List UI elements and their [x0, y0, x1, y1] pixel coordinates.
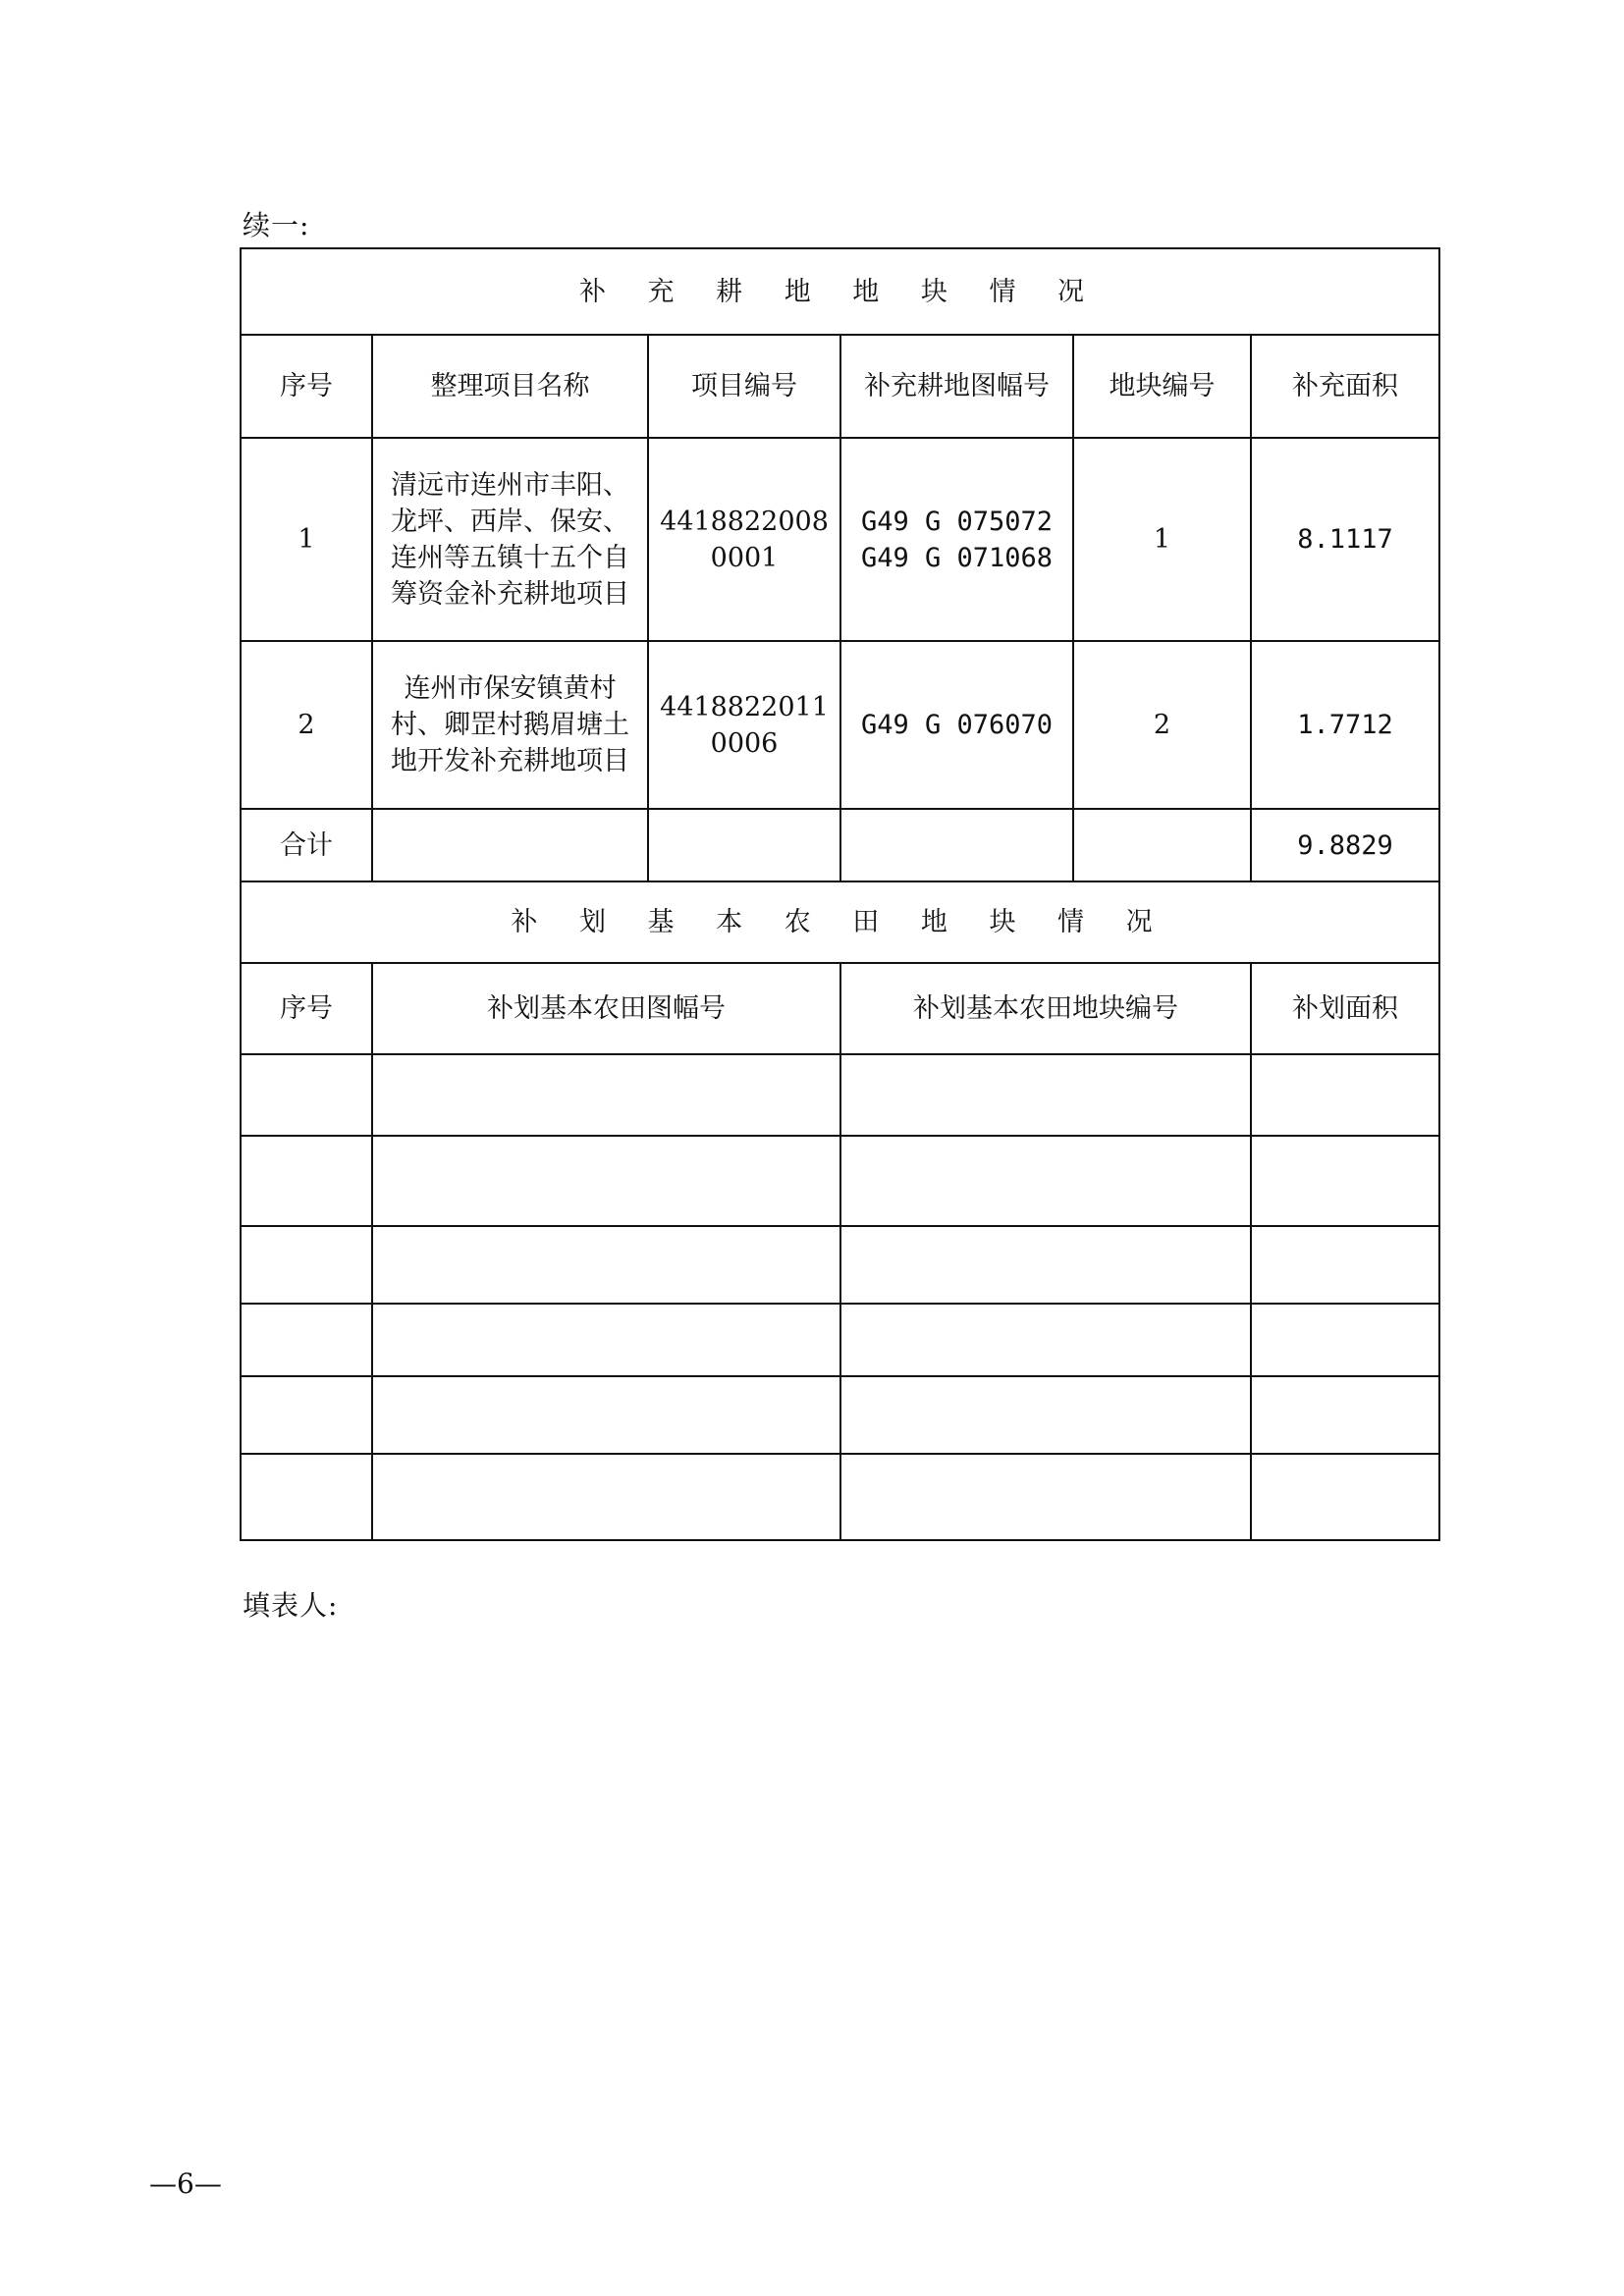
sheet-number: G49 G 075072 — [860, 506, 1054, 537]
empty-cell — [1251, 1304, 1439, 1376]
total-row — [241, 809, 1439, 881]
row-area: 8.1117 — [1251, 438, 1439, 641]
total-empty-cell — [372, 809, 648, 881]
row-parcel-no: 2 — [1073, 641, 1251, 809]
empty-cell — [1251, 1226, 1439, 1304]
empty-cell — [372, 1454, 840, 1540]
total-area: 9.8829 — [1251, 809, 1439, 881]
farmland-header-row — [241, 963, 1439, 1054]
farmland-empty-row — [241, 1136, 1439, 1226]
empty-cell — [840, 1376, 1251, 1454]
empty-cell — [840, 1054, 1251, 1136]
row-area: 1.7712 — [1251, 641, 1439, 809]
empty-cell — [241, 1454, 372, 1540]
header-sheet-no: 补充耕地图幅号 — [840, 335, 1073, 438]
header-parcel-no: 地块编号 — [1073, 335, 1251, 438]
supplement-section-title: 补 充 耕 地 地 块 情 况 — [241, 248, 1439, 335]
empty-cell — [840, 1454, 1251, 1540]
empty-cell — [372, 1376, 840, 1454]
row-project-no: 44188220080001 — [648, 438, 840, 641]
filler-label: 填表人: — [243, 1589, 339, 1622]
parcel-table — [240, 247, 1440, 1541]
total-empty-cell — [1073, 809, 1251, 881]
table-row — [241, 641, 1439, 809]
empty-cell — [1251, 1454, 1439, 1540]
header-seq: 序号 — [241, 335, 372, 438]
farmland-empty-row — [241, 1054, 1439, 1136]
empty-cell — [241, 1054, 372, 1136]
empty-cell — [241, 1226, 372, 1304]
sheet-number: G49 G 076070 — [860, 710, 1054, 740]
empty-cell — [372, 1054, 840, 1136]
empty-cell — [1251, 1136, 1439, 1226]
empty-cell — [840, 1304, 1251, 1376]
empty-cell — [1251, 1376, 1439, 1454]
farmland-empty-row — [241, 1304, 1439, 1376]
header-project-name: 整理项目名称 — [372, 335, 648, 438]
table-row — [241, 438, 1439, 641]
farmland-section-title: 补 划 基 本 农 田 地 块 情 况 — [241, 881, 1439, 963]
total-empty-cell — [840, 809, 1073, 881]
header-area: 补充面积 — [1251, 335, 1439, 438]
supplement-header-row — [241, 335, 1439, 438]
farmland-header-seq: 序号 — [241, 963, 372, 1054]
supplement-title-row — [241, 248, 1439, 335]
farmland-empty-row — [241, 1226, 1439, 1304]
row-parcel-no: 1 — [1073, 438, 1251, 641]
farmland-title-row — [241, 881, 1439, 963]
farmland-header-sheet-no: 补划基本农田图幅号 — [372, 963, 840, 1054]
total-label: 合计 — [241, 809, 372, 881]
row-seq: 2 — [241, 641, 372, 809]
sheet-number: G49 G 071068 — [860, 542, 1054, 573]
empty-cell — [840, 1136, 1251, 1226]
empty-cell — [241, 1376, 372, 1454]
row-seq: 1 — [241, 438, 372, 641]
total-empty-cell — [648, 809, 840, 881]
farmland-empty-row — [241, 1454, 1439, 1540]
farmland-header-area: 补划面积 — [1251, 963, 1439, 1054]
row-sheet-numbers — [840, 641, 1073, 809]
empty-cell — [241, 1136, 372, 1226]
empty-cell — [372, 1304, 840, 1376]
row-project-name: 连州市保安镇黄村村、卿罡村鹅眉塘土地开发补充耕地项目 — [372, 641, 648, 809]
empty-cell — [840, 1226, 1251, 1304]
row-project-no: 44188220110006 — [648, 641, 840, 809]
empty-cell — [372, 1226, 840, 1304]
page-number: —6— — [149, 2167, 222, 2200]
continued-label: 续一: — [243, 209, 310, 241]
row-project-name: 清远市连州市丰阳、龙坪、西岸、保安、连州等五镇十五个自筹资金补充耕地项目 — [372, 438, 648, 641]
row-sheet-numbers — [840, 438, 1073, 641]
farmland-header-parcel-no: 补划基本农田地块编号 — [840, 963, 1251, 1054]
header-project-no: 项目编号 — [648, 335, 840, 438]
farmland-empty-row — [241, 1376, 1439, 1454]
empty-cell — [1251, 1054, 1439, 1136]
empty-cell — [241, 1304, 372, 1376]
empty-cell — [372, 1136, 840, 1226]
